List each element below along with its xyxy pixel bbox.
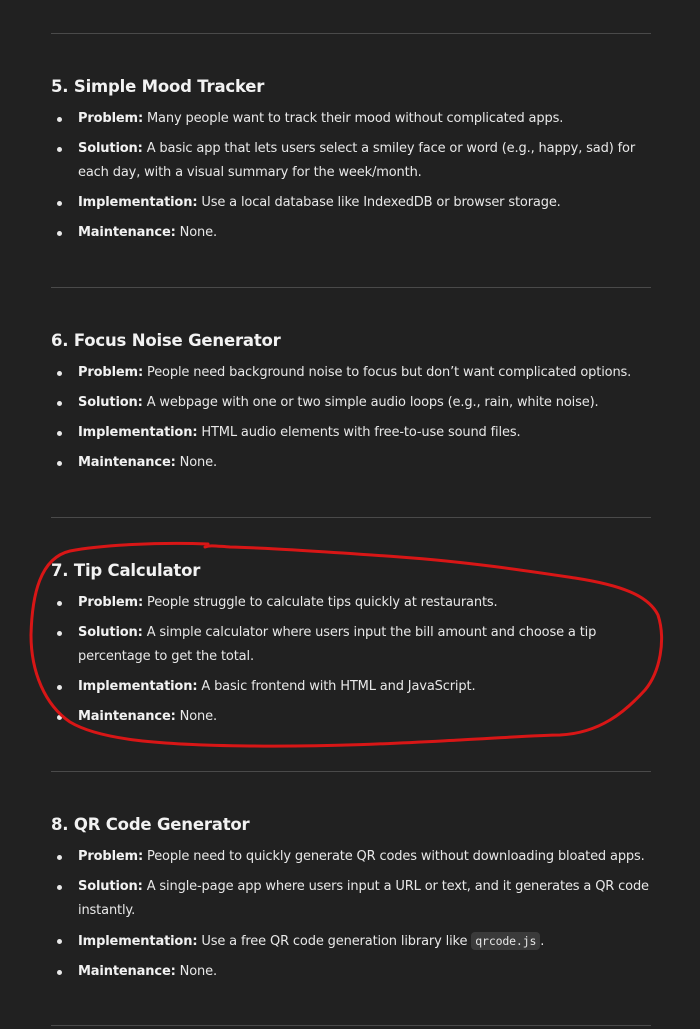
item-label: Implementation: xyxy=(78,425,198,440)
section-divider xyxy=(51,287,651,288)
item-label: Solution: xyxy=(78,141,143,156)
item-label: Problem: xyxy=(78,365,143,380)
section-divider xyxy=(51,517,651,518)
item-label: Maintenance: xyxy=(78,225,176,240)
section-title: 6. Focus Noise Generator xyxy=(51,331,281,350)
item-text: Use a free QR code generation library like xyxy=(197,934,472,949)
item-label: Solution: xyxy=(78,879,143,894)
list-item xyxy=(51,705,651,729)
section-tip-calculator xyxy=(51,560,651,735)
item-text: A single-page app where users input a URL or text, and it generates a QR code instantly. xyxy=(78,879,649,918)
section-title: 7. Tip Calculator xyxy=(51,561,201,580)
list-item xyxy=(51,875,651,923)
item-text: None. xyxy=(175,225,217,240)
list-item xyxy=(51,675,651,699)
item-text: A basic frontend with HTML and JavaScript. xyxy=(197,679,476,694)
list-item xyxy=(51,845,651,869)
list-item xyxy=(51,421,651,445)
bullet-list xyxy=(51,361,651,475)
inline-code: qrcode.js xyxy=(471,932,540,950)
list-item xyxy=(51,221,651,245)
item-text: People need to quickly generate QR codes without downloading bloated apps. xyxy=(143,849,645,864)
item-text-after: . xyxy=(540,934,545,949)
item-text: A webpage with one or two simple audio loops (e.g., rain, white noise). xyxy=(142,395,599,410)
item-label: Implementation: xyxy=(78,934,198,949)
list-item xyxy=(51,621,651,669)
list-item xyxy=(51,137,651,185)
item-label: Maintenance: xyxy=(78,709,176,724)
section-title: 5. Simple Mood Tracker xyxy=(51,77,265,96)
item-label: Maintenance: xyxy=(78,964,176,979)
item-text: Use a local database like IndexedDB or browser storage. xyxy=(197,195,561,210)
item-label: Problem: xyxy=(78,595,143,610)
section-divider xyxy=(51,771,651,772)
item-text: People struggle to calculate tips quickly at restaurants. xyxy=(143,595,498,610)
bullet-list xyxy=(51,845,651,984)
list-item xyxy=(51,191,651,215)
list-item xyxy=(51,591,651,615)
bullet-list xyxy=(51,591,651,729)
item-label: Solution: xyxy=(78,625,143,640)
item-label: Problem: xyxy=(78,111,143,126)
list-item xyxy=(51,391,651,415)
item-text: None. xyxy=(175,964,217,979)
item-text: Many people want to track their mood without complicated apps. xyxy=(143,111,564,126)
list-item xyxy=(51,960,651,984)
list-item xyxy=(51,451,651,475)
item-label: Implementation: xyxy=(78,195,198,210)
section-divider xyxy=(51,33,651,34)
section-focus-noise-generator xyxy=(51,330,651,481)
section-title: 8. QR Code Generator xyxy=(51,815,250,834)
section-qr-code-generator xyxy=(51,814,651,990)
section-simple-mood-tracker xyxy=(51,76,651,251)
item-text: HTML audio elements with free-to-use sound files. xyxy=(197,425,521,440)
item-label: Solution: xyxy=(78,395,143,410)
item-label: Maintenance: xyxy=(78,455,176,470)
bullet-list xyxy=(51,107,651,245)
item-text: A simple calculator where users input the bill amount and choose a tip percentage to get the total. xyxy=(78,625,597,664)
item-text: None. xyxy=(175,709,217,724)
item-text: A basic app that lets users select a smiley face or word (e.g., happy, sad) for each day, with a visual summary for the week/month. xyxy=(78,141,636,180)
item-label: Implementation: xyxy=(78,679,198,694)
item-text: None. xyxy=(175,455,217,470)
section-divider xyxy=(51,1025,651,1026)
item-text: People need background noise to focus but don’t want complicated options. xyxy=(143,365,632,380)
list-item xyxy=(51,929,651,954)
list-item xyxy=(51,107,651,131)
list-item xyxy=(51,361,651,385)
item-label: Problem: xyxy=(78,849,143,864)
